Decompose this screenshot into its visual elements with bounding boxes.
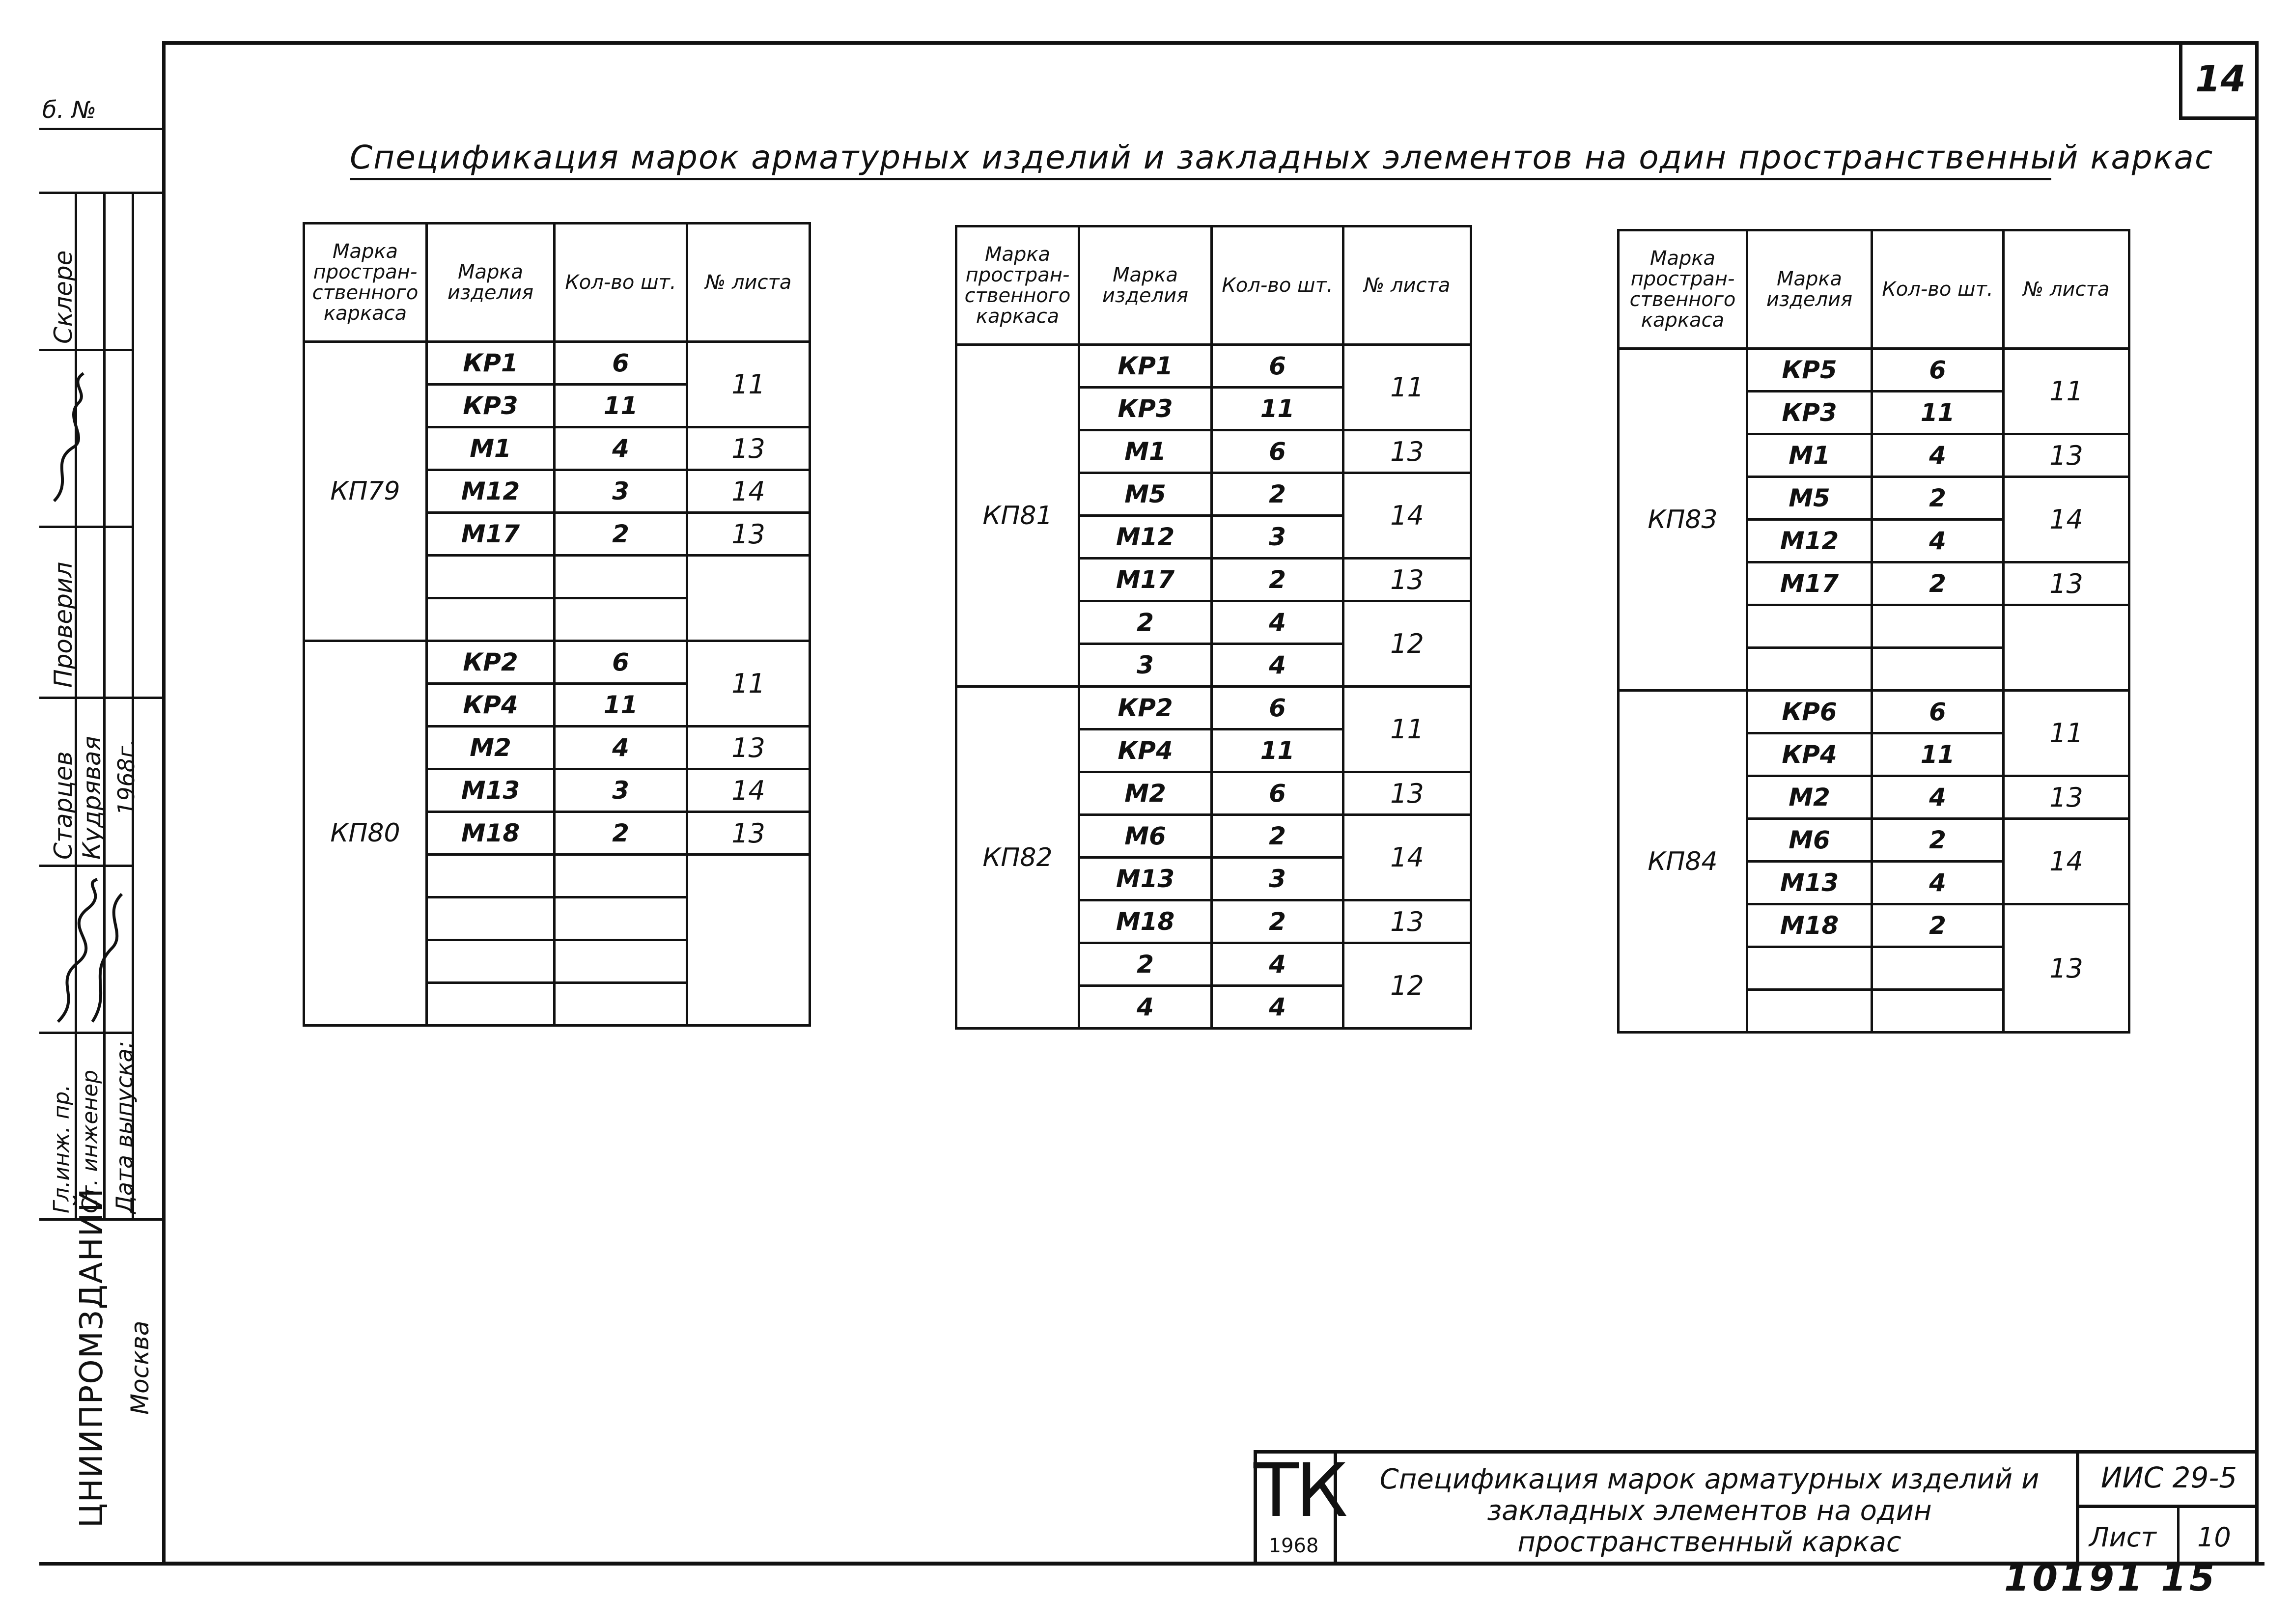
sheet-number-cell: 13 bbox=[1343, 430, 1471, 473]
quantity-cell bbox=[1872, 605, 2004, 648]
header-frame-mark: Марка простран-ственного каркаса bbox=[956, 226, 1079, 345]
sheet-number-cell: 13 bbox=[2004, 434, 2129, 477]
quantity-cell: 11 bbox=[1212, 729, 1343, 772]
strip-rule bbox=[39, 192, 162, 194]
sheet-number-cell: 13 bbox=[1343, 559, 1471, 601]
quantity-cell: 3 bbox=[555, 470, 687, 513]
sheet-divider bbox=[2177, 1508, 2180, 1565]
item-mark-cell: М18 bbox=[427, 812, 555, 855]
item-mark-cell: КР3 bbox=[1747, 392, 1872, 434]
sheet-number-cell: 13 bbox=[2004, 562, 2129, 605]
item-mark-cell: М6 bbox=[1079, 815, 1212, 858]
item-mark-cell: М2 bbox=[1079, 772, 1212, 815]
quantity-cell: 6 bbox=[1872, 691, 2004, 733]
item-mark-cell: КР1 bbox=[427, 342, 555, 385]
frame-mark-cell: КП80 bbox=[304, 641, 427, 1026]
quantity-cell: 11 bbox=[1872, 733, 2004, 776]
spec-table-2 bbox=[955, 225, 1472, 1030]
quantity-cell: 2 bbox=[1212, 473, 1343, 516]
table-row bbox=[1619, 691, 2129, 733]
quantity-cell: 3 bbox=[1212, 858, 1343, 900]
item-mark-cell: М18 bbox=[1747, 904, 1872, 947]
sheet-number-cell: 11 bbox=[2004, 349, 2129, 434]
header-qty: Кол-во шт. bbox=[1212, 226, 1343, 345]
quantity-cell bbox=[1872, 990, 2004, 1033]
quantity-cell: 4 bbox=[1212, 644, 1343, 687]
sheet-number-cell bbox=[687, 855, 810, 1026]
table-row bbox=[956, 345, 1471, 388]
item-mark-cell: КР2 bbox=[427, 641, 555, 684]
quantity-cell: 4 bbox=[1212, 943, 1343, 986]
item-mark-cell bbox=[427, 598, 555, 641]
item-mark-cell: М1 bbox=[1747, 434, 1872, 477]
name-skler: Склере bbox=[49, 250, 78, 344]
tk-stamp bbox=[1254, 1448, 1345, 1565]
header-sheet: № листа bbox=[2004, 230, 2129, 349]
strip-rule bbox=[39, 1032, 133, 1034]
item-mark-cell bbox=[427, 855, 555, 897]
sheet-number-cell: 14 bbox=[2004, 477, 2129, 562]
item-mark-cell: М17 bbox=[427, 513, 555, 556]
sheet-number-cell: 13 bbox=[687, 727, 810, 769]
header-qty: Кол-во шт. bbox=[555, 224, 687, 342]
item-mark-cell bbox=[427, 940, 555, 983]
header-sheet: № листа bbox=[687, 224, 810, 342]
sheet-number-cell: 13 bbox=[1343, 772, 1471, 815]
strip-rule bbox=[103, 192, 106, 1218]
frame-mark-cell: КП79 bbox=[304, 342, 427, 641]
quantity-cell bbox=[555, 855, 687, 897]
item-mark-cell: М2 bbox=[1747, 776, 1872, 819]
item-mark-cell: М13 bbox=[1747, 862, 1872, 904]
quantity-cell: 2 bbox=[1212, 900, 1343, 943]
quantity-cell bbox=[555, 598, 687, 641]
quantity-cell: 2 bbox=[555, 513, 687, 556]
quantity-cell: 6 bbox=[1212, 345, 1343, 388]
tk-letters: ТК bbox=[1254, 1448, 1345, 1534]
item-mark-cell bbox=[1747, 648, 1872, 691]
item-mark-cell: М17 bbox=[1079, 559, 1212, 601]
frame-mark-cell: КП84 bbox=[1619, 691, 1747, 1033]
role-senior-engineer: Ст. инженер bbox=[78, 1069, 103, 1213]
sheet-number-cell: 14 bbox=[1343, 815, 1471, 900]
quantity-cell: 4 bbox=[1872, 776, 2004, 819]
quantity-cell bbox=[555, 897, 687, 940]
item-mark-cell: М1 bbox=[427, 427, 555, 470]
header-item-mark: Марка изделия bbox=[427, 224, 555, 342]
table-row bbox=[956, 687, 1471, 729]
quantity-cell: 6 bbox=[1872, 349, 2004, 392]
item-mark-cell: М12 bbox=[1079, 516, 1212, 559]
item-mark-cell: КР1 bbox=[1079, 345, 1212, 388]
quantity-cell: 6 bbox=[555, 641, 687, 684]
quantity-cell: 6 bbox=[1212, 772, 1343, 815]
table-row bbox=[304, 641, 810, 684]
item-mark-cell: М12 bbox=[427, 470, 555, 513]
quantity-cell: 11 bbox=[1872, 392, 2004, 434]
item-mark-cell bbox=[1747, 990, 1872, 1033]
strip-rule bbox=[75, 192, 77, 1218]
role-chief-engineer: Гл.инж. пр. bbox=[49, 1084, 74, 1213]
sheet-number-cell: 11 bbox=[1343, 687, 1471, 772]
item-mark-cell: М5 bbox=[1079, 473, 1212, 516]
item-mark-cell: КР3 bbox=[427, 385, 555, 427]
quantity-cell: 2 bbox=[555, 812, 687, 855]
quantity-cell: 6 bbox=[1212, 430, 1343, 473]
spec-table-3 bbox=[1617, 229, 2130, 1034]
spec-table-1 bbox=[303, 222, 811, 1027]
document-title: Спецификация марок арматурных изделий и закладных элементов на один пространственный каркас bbox=[350, 139, 2214, 176]
quantity-cell: 6 bbox=[555, 342, 687, 385]
sheet-number-cell: 12 bbox=[1343, 601, 1471, 687]
checked-label: Проверил bbox=[49, 561, 78, 688]
title-underline bbox=[350, 178, 2051, 180]
archive-number: 10191 15 bbox=[2004, 1557, 2218, 1599]
quantity-cell: 11 bbox=[555, 385, 687, 427]
document-code: ИИС 29-5 bbox=[2076, 1450, 2259, 1508]
name-kudryavaya: Кудрявая bbox=[78, 736, 106, 860]
quantity-cell: 2 bbox=[1872, 477, 2004, 520]
sheet-number-cell bbox=[2004, 605, 2129, 691]
sheet-number: 10 bbox=[2197, 1522, 2231, 1553]
item-mark-cell: КР4 bbox=[1079, 729, 1212, 772]
frame-mark-cell: КП82 bbox=[956, 687, 1079, 1029]
sheet-number-cell: 11 bbox=[687, 342, 810, 427]
item-mark-cell: М13 bbox=[1079, 858, 1212, 900]
table-row bbox=[304, 342, 810, 385]
quantity-cell: 3 bbox=[555, 769, 687, 812]
sheet-number-cell: 13 bbox=[687, 427, 810, 470]
sheet-number-cell: 14 bbox=[687, 769, 810, 812]
quantity-cell: 2 bbox=[1872, 819, 2004, 862]
quantity-cell: 11 bbox=[555, 684, 687, 727]
strip-rule bbox=[39, 128, 162, 130]
header-item-mark: Марка изделия bbox=[1747, 230, 1872, 349]
sheet-number-cell: 14 bbox=[687, 470, 810, 513]
quantity-cell bbox=[555, 556, 687, 598]
item-mark-cell: 2 bbox=[1079, 943, 1212, 986]
quantity-cell: 2 bbox=[1212, 815, 1343, 858]
item-mark-cell: КР2 bbox=[1079, 687, 1212, 729]
tk-year: 1968 bbox=[1268, 1535, 1319, 1557]
quantity-cell: 4 bbox=[1872, 434, 2004, 477]
item-mark-cell: М1 bbox=[1079, 430, 1212, 473]
item-mark-cell: М12 bbox=[1747, 520, 1872, 562]
item-mark-cell: КР4 bbox=[427, 684, 555, 727]
quantity-cell bbox=[1872, 947, 2004, 990]
page-number: 14 bbox=[2179, 41, 2259, 120]
item-mark-cell: 2 bbox=[1079, 601, 1212, 644]
item-mark-cell bbox=[1747, 605, 1872, 648]
sheet-number-cell: 14 bbox=[2004, 819, 2129, 904]
item-mark-cell: М5 bbox=[1747, 477, 1872, 520]
sheet-number-cell bbox=[687, 556, 810, 641]
item-mark-cell: КР6 bbox=[1747, 691, 1872, 733]
signature-mark bbox=[43, 874, 132, 1032]
quantity-cell bbox=[555, 983, 687, 1026]
signature-mark bbox=[44, 364, 98, 511]
sheet-number-cell: 14 bbox=[1343, 473, 1471, 559]
city-name: Москва bbox=[126, 1320, 154, 1415]
item-mark-cell: М13 bbox=[427, 769, 555, 812]
strip-rule bbox=[39, 865, 133, 867]
table-row bbox=[1619, 349, 2129, 392]
header-item-mark: Марка изделия bbox=[1079, 226, 1212, 345]
quantity-cell: 2 bbox=[1872, 904, 2004, 947]
item-mark-cell: КР3 bbox=[1079, 388, 1212, 430]
quantity-cell: 4 bbox=[1212, 986, 1343, 1029]
quantity-cell: 2 bbox=[1212, 559, 1343, 601]
item-mark-cell bbox=[427, 897, 555, 940]
item-mark-cell bbox=[427, 983, 555, 1026]
item-mark-cell: М17 bbox=[1747, 562, 1872, 605]
quantity-cell: 4 bbox=[555, 727, 687, 769]
sheet-number-cell: 13 bbox=[2004, 776, 2129, 819]
header-frame-mark: Марка простран-ственного каркаса bbox=[304, 224, 427, 342]
issue-date-label: Дата выпуска: bbox=[111, 1040, 138, 1213]
sheet-label: Лист bbox=[2089, 1522, 2156, 1553]
item-mark-cell: М2 bbox=[427, 727, 555, 769]
sheet-number-cell: 11 bbox=[1343, 345, 1471, 430]
quantity-cell: 11 bbox=[1212, 388, 1343, 430]
item-mark-cell bbox=[1747, 947, 1872, 990]
quantity-cell: 4 bbox=[1872, 520, 2004, 562]
header-qty: Кол-во шт. bbox=[1872, 230, 2004, 349]
issue-year: 1968г. bbox=[113, 739, 140, 815]
item-mark-cell: 4 bbox=[1079, 986, 1212, 1029]
sheet-number-cell: 13 bbox=[687, 812, 810, 855]
inventory-label: б. № bbox=[42, 96, 97, 124]
item-mark-cell: КР4 bbox=[1747, 733, 1872, 776]
quantity-cell bbox=[1872, 648, 2004, 691]
organization-name: ЦНИИПРОМЗДАНИЙ bbox=[74, 1187, 110, 1528]
strip-rule bbox=[39, 349, 133, 351]
quantity-cell: 3 bbox=[1212, 516, 1343, 559]
quantity-cell: 4 bbox=[1212, 601, 1343, 644]
item-mark-cell: М6 bbox=[1747, 819, 1872, 862]
sheet-number-cell: 11 bbox=[2004, 691, 2129, 776]
item-mark-cell: М18 bbox=[1079, 900, 1212, 943]
sheet-number-cell: 11 bbox=[687, 641, 810, 727]
sheet-number-cell: 12 bbox=[1343, 943, 1471, 1029]
quantity-cell: 4 bbox=[555, 427, 687, 470]
quantity-cell: 6 bbox=[1212, 687, 1343, 729]
frame-mark-cell: КП81 bbox=[956, 345, 1079, 687]
sheet-cell bbox=[2076, 1508, 2259, 1565]
item-mark-cell: КР5 bbox=[1747, 349, 1872, 392]
quantity-cell: 2 bbox=[1872, 562, 2004, 605]
header-sheet: № листа bbox=[1343, 226, 1471, 345]
frame-mark-cell: КП83 bbox=[1619, 349, 1747, 691]
header-frame-mark: Марка простран-ственного каркаса bbox=[1619, 230, 1747, 349]
strip-rule bbox=[39, 526, 133, 528]
item-mark-cell bbox=[427, 556, 555, 598]
strip-rule bbox=[39, 697, 162, 699]
title-block-title: Спецификация марок арматурных изделий и закладных элементов на один пространственный каркас bbox=[1379, 1463, 2040, 1558]
item-mark-cell: 3 bbox=[1079, 644, 1212, 687]
sheet-number-cell: 13 bbox=[1343, 900, 1471, 943]
quantity-cell bbox=[555, 940, 687, 983]
quantity-cell: 4 bbox=[1872, 862, 2004, 904]
name-startsev: Старцев bbox=[49, 751, 78, 860]
sheet-number-cell: 13 bbox=[687, 513, 810, 556]
sheet-number-cell: 13 bbox=[2004, 904, 2129, 1033]
